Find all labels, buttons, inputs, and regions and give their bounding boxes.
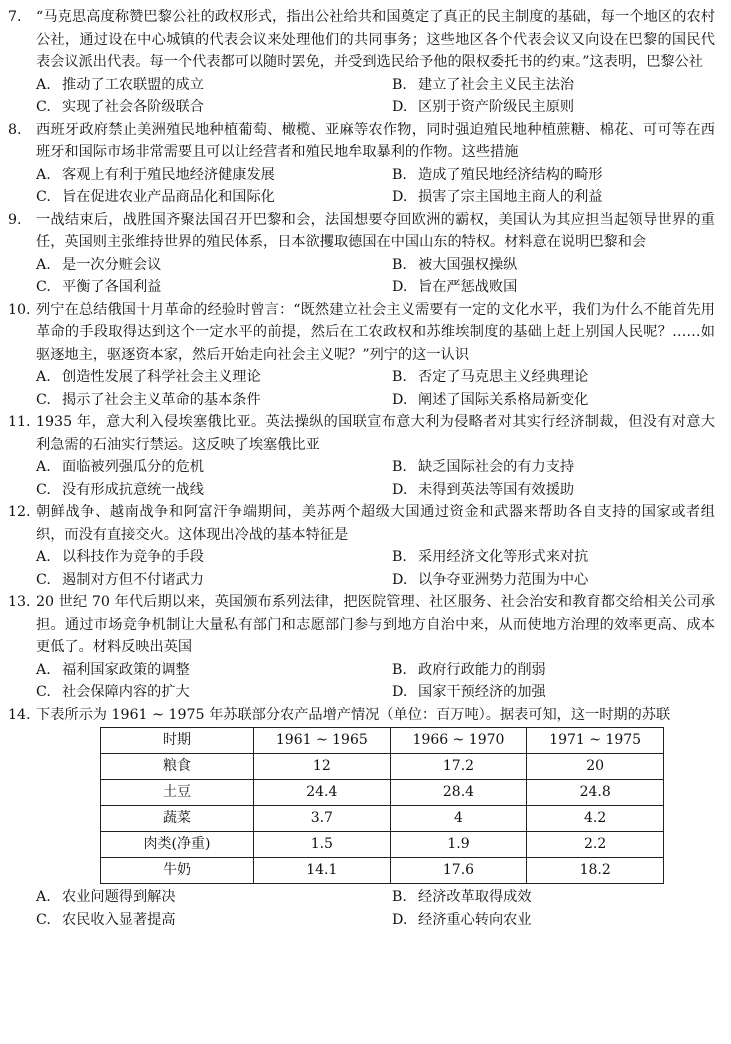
option-label: D. (392, 189, 408, 205)
option-text: 被大国强权操纵 (418, 256, 518, 273)
option-text: 客观上有利于殖民地经济健康发展 (62, 166, 275, 183)
option-text: 缺乏国际社会的有力支持 (418, 459, 575, 475)
question-number: 9. (8, 211, 22, 228)
option-b[interactable] (392, 456, 715, 479)
option-text: 没有形成抗意统一战线 (62, 481, 204, 498)
option-text: 国家干预经济的加强 (418, 684, 546, 700)
option-c[interactable] (36, 186, 392, 209)
option-text: 建立了社会主义民主法治 (418, 76, 575, 93)
option-text: 农业问题得到解决 (62, 889, 176, 905)
option-d[interactable] (392, 186, 715, 209)
table-header-cell: 时期 (101, 728, 254, 754)
option-text: 面临被列强瓜分的危机 (62, 459, 204, 475)
table-cell: 1.9 (390, 832, 527, 858)
table-cell: 18.2 (527, 858, 664, 884)
option-text: 政府行政能力的削弱 (418, 661, 546, 678)
option-label: C. (36, 911, 51, 928)
question-number: 10. (8, 301, 31, 318)
option-c[interactable] (36, 96, 392, 119)
option-text: 以争夺亚洲势力范围为中心 (418, 571, 589, 588)
question-text: 列宁在总结俄国十月革命的经验时曾言：“既然建立社会主义需要有一定的文化水平，我们为什么不能首先用革命的手段取得达到这个一定水平的前提，然后在工农政权和苏维埃制度的基础上赶上别国人民呢？……如驱逐地主，驱逐资本家，然后开始走向社会主义呢？”列宁的这一认识 (36, 301, 715, 363)
option-text: 是一次分赃会议 (62, 256, 162, 273)
table-cell: 土豆 (101, 780, 254, 806)
option-label: B. (392, 661, 407, 678)
option-text: 经济重心转向农业 (418, 911, 532, 928)
option-text: 农民收入显著提高 (62, 911, 176, 928)
option-text: 阐述了国际关系格局新变化 (418, 391, 589, 408)
options (8, 886, 715, 931)
table-header-cell: 1971 ~ 1975 (527, 728, 664, 754)
option-text: 遏制对方但不付诸武力 (62, 571, 204, 588)
question-11 (8, 411, 715, 501)
option-text: 推动了工农联盟的成立 (62, 76, 204, 93)
question-text: “马克思高度称赞巴黎公社的政权形式，指出公社给共和国奠定了真正的民主制度的基础，每一个地区的农村公社，通过设在中心城镇的代表会议来处理他们的共同事务；这些地区各个代表会议又向设在巴黎的国民代表会议派出代表。每一个代表都可以随时罢免，并受到选民给予他的限权委托书的约束。”这表明，巴黎公社 (36, 9, 715, 70)
option-label: A. (36, 256, 51, 273)
option-d[interactable] (392, 681, 715, 704)
table-header-cell: 1961 ~ 1965 (254, 728, 391, 754)
option-a[interactable] (36, 74, 392, 97)
question-text: 西班牙政府禁止美洲殖民地种植葡萄、橄榄、亚麻等农作物，同时强迫殖民地种植蔗糖、棉花、可可等在西班牙和国际市场非常需要且可以让经营者和殖民地牟取暴利的作物。这些措施 (36, 121, 715, 160)
option-c[interactable] (36, 569, 392, 592)
option-label: C. (36, 684, 51, 700)
option-label: D. (392, 911, 408, 928)
options (8, 164, 715, 209)
option-c[interactable] (36, 681, 392, 704)
option-label: C. (36, 99, 51, 115)
question-13 (8, 591, 715, 704)
option-a[interactable] (36, 886, 392, 909)
option-label: C. (36, 189, 51, 205)
question-text: 下表所示为 1961 ~ 1975 年苏联部分农产品增产情况（单位：百万吨）。据表可知，这一时期的苏联 (36, 706, 671, 723)
option-text: 平衡了各国利益 (62, 279, 162, 295)
table-cell: 17.2 (390, 754, 527, 780)
option-b[interactable] (392, 366, 715, 389)
table-cell: 4.2 (527, 806, 664, 832)
question-9 (8, 209, 715, 299)
option-label: A. (36, 459, 51, 475)
option-label: B. (392, 549, 407, 565)
option-a[interactable] (36, 546, 392, 569)
question-number: 11. (8, 414, 31, 430)
option-text: 创造性发展了科学社会主义理论 (62, 369, 261, 385)
option-label: D. (392, 481, 408, 498)
option-label: B. (392, 889, 407, 905)
options (8, 74, 715, 119)
option-text: 旨在严惩战败国 (418, 279, 518, 295)
option-text: 实现了社会各阶级联合 (62, 99, 204, 115)
option-d[interactable] (392, 479, 715, 502)
table-row (101, 780, 664, 806)
table-cell: 蔬菜 (101, 806, 254, 832)
table-header-cell: 1966 ~ 1970 (390, 728, 527, 754)
table-row (101, 806, 664, 832)
table-cell: 20 (527, 754, 664, 780)
option-d[interactable] (392, 389, 715, 412)
question-stem (8, 501, 715, 546)
table-cell: 17.6 (390, 858, 527, 884)
question-stem (8, 704, 715, 727)
data-table-wrapper (8, 727, 715, 884)
question-7 (8, 6, 715, 119)
option-a[interactable] (36, 254, 392, 277)
option-label: B. (392, 369, 407, 385)
option-label: C. (36, 571, 51, 588)
option-a[interactable] (36, 366, 392, 389)
options (8, 456, 715, 501)
option-label: A. (36, 166, 51, 183)
question-8 (8, 119, 715, 209)
option-label: B. (392, 166, 407, 183)
table-row (101, 754, 664, 780)
table-header-row (101, 728, 664, 754)
option-b[interactable] (392, 254, 715, 277)
option-text: 福利国家政策的调整 (62, 661, 190, 678)
option-label: A. (36, 76, 51, 93)
option-text: 采用经济文化等形式来对抗 (418, 549, 589, 565)
table-row (101, 832, 664, 858)
option-a[interactable] (36, 456, 392, 479)
option-c[interactable] (36, 276, 392, 299)
option-label: B. (392, 256, 407, 273)
question-text: 一战结束后，战胜国齐聚法国召开巴黎和会，法国想要夺回欧洲的霸权，美国认为其应担当起领导世界的重任，英国则主张维持世界的殖民体系，日本欲攫取德国在中国山东的特权。材料意在说明巴黎和会 (36, 211, 715, 250)
options (8, 366, 715, 411)
option-text: 区别于资产阶级民主原则 (418, 99, 575, 115)
question-stem (8, 411, 715, 456)
table-cell: 3.7 (254, 806, 391, 832)
option-label: A. (36, 369, 51, 385)
option-a[interactable] (36, 164, 392, 187)
table-cell: 1.5 (254, 832, 391, 858)
question-stem (8, 209, 715, 254)
option-b[interactable] (392, 74, 715, 97)
option-label: D. (392, 99, 408, 115)
option-text: 旨在促进农业产品商品化和国际化 (62, 189, 275, 205)
table-cell: 12 (254, 754, 391, 780)
table-cell: 14.1 (254, 858, 391, 884)
table-row (101, 858, 664, 884)
option-d[interactable] (392, 276, 715, 299)
option-label: A. (36, 889, 51, 905)
question-text: 20 世纪 70 年代后期以来，英国颁布系列法律，把医院管理、社区服务、社会治安和教育都交给相关公司承担。通过市场竞争机制让大量私有部门和志愿部门参与到地方自治中来，从而使地方治理的效率更高、成本更低了。材料反映出英国 (36, 594, 715, 655)
option-label: B. (392, 76, 407, 93)
question-stem (8, 299, 715, 367)
option-label: D. (392, 391, 408, 408)
option-label: D. (392, 571, 408, 588)
option-text: 未得到英法等国有效援助 (418, 481, 575, 498)
question-number: 14. (8, 706, 31, 723)
option-label: A. (36, 549, 51, 565)
option-d[interactable] (392, 569, 715, 592)
question-14 (8, 704, 715, 932)
option-b[interactable] (392, 886, 715, 909)
question-stem (8, 119, 715, 164)
options (8, 659, 715, 704)
table-cell: 肉类(净重) (101, 832, 254, 858)
question-text: 朝鲜战争、越南战争和阿富汗争端期间，美苏两个超级大国通过资金和武器来帮助各自支持的国家或者组织，而没有直接交火。这体现出冷战的基本特征是 (36, 504, 715, 543)
table-cell: 2.2 (527, 832, 664, 858)
option-c[interactable] (36, 479, 392, 502)
table-cell: 24.4 (254, 780, 391, 806)
table-cell: 4 (390, 806, 527, 832)
option-c[interactable] (36, 909, 392, 932)
question-number: 12. (8, 504, 31, 520)
question-stem (8, 6, 715, 74)
option-text: 造成了殖民地经济结构的畸形 (418, 166, 603, 183)
table-cell: 牛奶 (101, 858, 254, 884)
option-text: 社会保障内容的扩大 (62, 684, 190, 700)
option-text: 经济改革取得成效 (418, 889, 532, 905)
option-label: C. (36, 391, 51, 408)
option-c[interactable] (36, 389, 392, 412)
question-stem (8, 591, 715, 659)
option-label: D. (392, 279, 408, 295)
table-cell: 28.4 (390, 780, 527, 806)
option-text: 揭示了社会主义革命的基本条件 (62, 391, 261, 408)
table-cell: 粮食 (101, 754, 254, 780)
options (8, 254, 715, 299)
question-number: 13. (8, 594, 31, 610)
option-text: 以科技作为竞争的手段 (62, 549, 204, 565)
option-label: C. (36, 279, 51, 295)
option-label: D. (392, 684, 408, 700)
option-d[interactable] (392, 96, 715, 119)
question-number: 7. (8, 9, 22, 25)
option-d[interactable] (392, 909, 715, 932)
question-10 (8, 299, 715, 412)
question-12 (8, 501, 715, 591)
agricultural-output-table (100, 727, 664, 884)
option-text: 否定了马克思主义经典理论 (418, 369, 589, 385)
options (8, 546, 715, 591)
table-cell: 24.8 (527, 780, 664, 806)
option-b[interactable] (392, 659, 715, 682)
option-label: B. (392, 459, 407, 475)
question-number: 8. (8, 121, 22, 138)
option-b[interactable] (392, 164, 715, 187)
option-b[interactable] (392, 546, 715, 569)
option-a[interactable] (36, 659, 392, 682)
option-text: 损害了宗主国地主商人的利益 (418, 189, 603, 205)
option-label: A. (36, 661, 51, 678)
option-label: C. (36, 481, 51, 498)
question-text: 1935 年，意大利入侵埃塞俄比亚。英法操纵的国联宣布意大利为侵略者对其实行经济制裁，但没有对意大利急需的石油实行禁运。这反映了埃塞俄比亚 (36, 414, 715, 453)
